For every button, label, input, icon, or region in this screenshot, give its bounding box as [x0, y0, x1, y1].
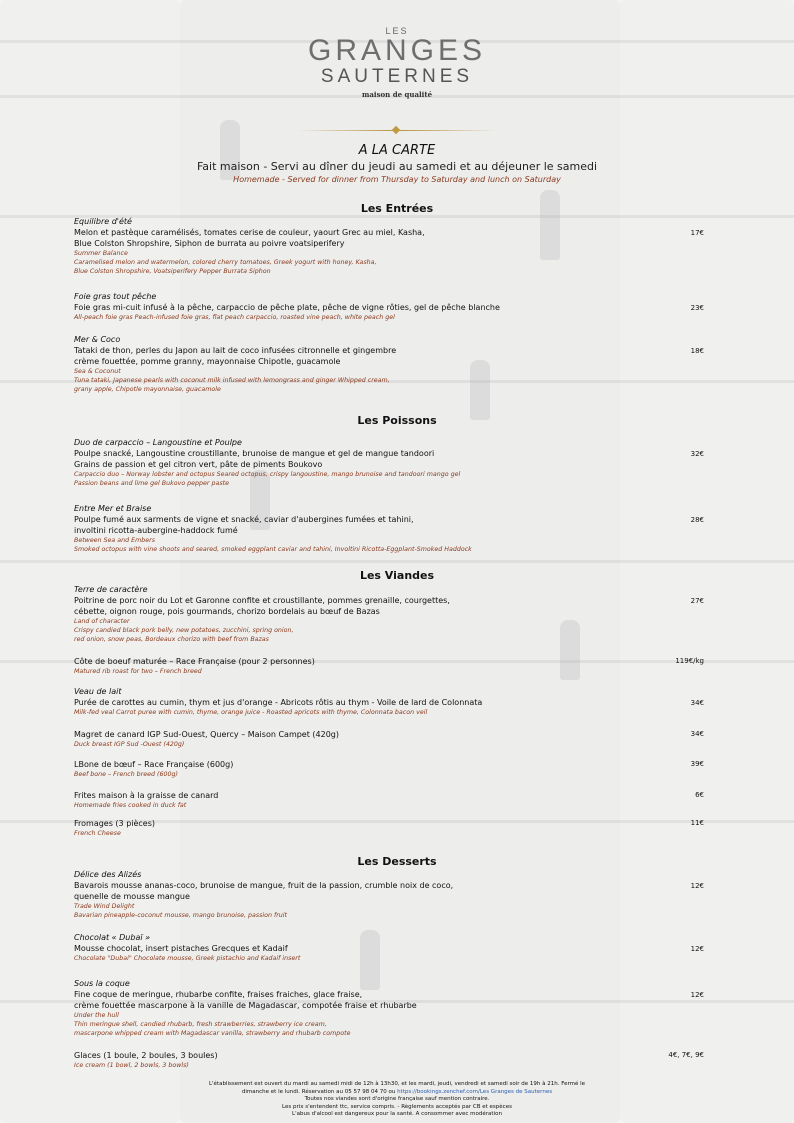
dish-description-en: mascarpone whipped cream with Magadascar vanilla, strawberry and rhubarb compote: [74, 1030, 351, 1037]
dish-description-en: Caramelised melon and watermelon, colored cherry tomatoes, Greek yogurt with honey, Kasha,: [74, 259, 377, 266]
dish-description-fr: crème fouettée mascarpone à la vanille de Magadascar, compotée fraise et rhubarbe: [74, 1001, 417, 1010]
dish-description-en: Passion beans and lime gel Bukovo pepper paste: [74, 480, 229, 487]
menu-item: [74, 291, 714, 322]
dish-price: 119€/kg: [675, 657, 704, 665]
menu-item: [74, 437, 714, 488]
dish-description-en: Beef bone – French breed (600g): [74, 771, 178, 778]
section-heading-entrees: Les Entrées: [360, 202, 434, 215]
dish-description-fr: Grains de passion et gel citron vert, pâte de piments Boukovo: [74, 460, 323, 469]
dish-description-fr: crème fouettée, pomme granny, mayonnaise Chipotle, guacamole: [74, 357, 341, 366]
dish-description-en: Matured rib roast for two – French breed: [74, 668, 202, 675]
menu-item: [74, 503, 714, 554]
dish-price: 34€: [690, 730, 704, 738]
dish-description-en: Crispy candied black pork belly, new potatoes, zucchini, spring onion,: [74, 627, 294, 634]
dish-name: Chocolat « Dubaï »: [74, 933, 151, 942]
dish-description-fr: Frites maison à la graisse de canard: [74, 791, 219, 800]
booking-link[interactable]: https://bookings.zenchef.com/Les Granges de Sauternes: [397, 1088, 553, 1095]
logo-granges: GRANGES: [307, 34, 487, 67]
dish-description-en: red onion, snow peas, Bordeaux chorizo with beef from Bazas: [74, 636, 269, 643]
section-heading-viandes: Les Viandes: [359, 569, 435, 582]
dish-description-en: Land of character: [74, 618, 130, 625]
logo-les: LES: [385, 26, 409, 36]
dish-description-en: All-peach foie gras Peach-infused foie gras, flat peach carpaccio, roasted vine peach, white peach gel: [74, 314, 395, 321]
dish-description-en: Summer Balance: [74, 250, 128, 257]
dish-description-fr: Melon et pastèque caramélisés, tomates cerise de couleur, yaourt Grec au miel, Kasha,: [74, 228, 425, 237]
menu-item: [74, 334, 714, 394]
menu-subtitle-en: Homemade - Served for dinner from Thursday to Saturday and lunch on Saturday: [233, 175, 561, 184]
dish-description-fr: Blue Colston Shropshire, Siphon de burrata au poivre voatsiperifery: [74, 239, 345, 248]
dish-name: Sous la coque: [74, 979, 130, 988]
dish-description-en: Under the hull: [74, 1012, 119, 1019]
dish-price: 11€: [690, 819, 704, 827]
dish-description-fr: involtini ricotta-aubergine-haddock fumé: [74, 526, 238, 535]
dish-price: 34€: [690, 699, 704, 707]
dish-price: 4€, 7€, 9€: [668, 1051, 704, 1059]
dish-price: 12€: [690, 991, 704, 999]
dish-description-en: Chocolate "Dubai" Chocolate mousse, Greek pistachio and Kadaif insert: [74, 955, 301, 962]
dish-description-fr: Bavarois mousse ananas-coco, brunoise de mangue, fruit de la passion, crumble noix de coco,: [74, 881, 454, 890]
dish-description-fr: quenelle de mousse mangue: [74, 892, 190, 901]
dish-description-fr: cébette, oignon rouge, pois gourmands, chorizo bordelais au bœuf de Bazas: [74, 607, 380, 616]
dish-description-fr: Poulpe snacké, Langoustine croustillante, brunoise de mangue et gel de mangue tandoori: [74, 449, 435, 458]
footer-origin: Toutes nos viandes sont d'origine française sauf mention contraire.: [304, 1096, 490, 1102]
dish-name: Equilibre d'été: [74, 217, 132, 226]
menu-item: [74, 932, 714, 963]
dish-name: Mer & Coco: [74, 335, 121, 344]
dish-price: 12€: [690, 945, 704, 953]
dish-description-fr: Magret de canard IGP Sud-Ouest, Quercy – Maison Campet (420g): [74, 730, 339, 739]
dish-description-fr: Poitrine de porc noir du Lot et Garonne confite et croustillante, pommes grenaille, courgettes,: [74, 596, 450, 605]
dish-description-en: Blue Colston Shropshire, Voatsiperifery Pepper Burrata Siphon: [74, 268, 271, 275]
footer-hours: L'établissement est ouvert du mardi au samedi midi de 12h à 13h30, et les mardi, jeudi, vendredi et samedi soir de 19h à 21h. Fermé le: [208, 1081, 586, 1087]
footer-prices: Les prix s'entendent ttc, service compris. - Règlements acceptés par CB et espèces: [282, 1103, 512, 1110]
menu-item: [74, 790, 714, 810]
dish-description-en: Smoked octopus with vine shoots and seared, smoked eggplant caviar and tahini, Involtini Ricotta-Eggplant-Smoked Haddock: [74, 546, 472, 553]
dish-description-en: Thin meringue shell, candied rhubarb, fresh strawberries, strawberry ice cream,: [74, 1021, 327, 1028]
dish-price: 23€: [690, 304, 704, 312]
dish-description-fr: Fromages (3 pièces): [74, 819, 156, 828]
restaurant-logo: [0, 26, 794, 99]
menu-item: [74, 759, 714, 779]
menu-item: [74, 978, 714, 1038]
dish-description-en: grany apple, Chipotle mayonnaise, guacamole: [74, 386, 221, 393]
dish-description-fr: Glaces (1 boule, 2 boules, 3 boules): [74, 1051, 218, 1060]
dish-name: Terre de caractère: [74, 585, 148, 594]
footer-alcohol-warning: L'abus d'alcool est dangereux pour la santé. A consommer avec modération: [292, 1111, 502, 1117]
dish-description-fr: Fine coque de meringue, rhubarbe confite, fraises fraiches, glace fraise,: [74, 990, 363, 999]
dish-name: Foie gras tout pêche: [74, 292, 157, 301]
dish-description-en: Trade Wind Delight: [74, 903, 135, 910]
dish-price: 39€: [690, 760, 704, 768]
dish-description-en: Carpaccio duo – Norway lobster and octopus Seared octopus, crispy langoustine, mango brunoise and tandoori mango gel: [74, 471, 461, 478]
dish-name: Duo de carpaccio – Langoustine et Poulpe: [74, 438, 242, 447]
menu-item: [74, 869, 714, 920]
footer-reservation: [160, 1089, 634, 1097]
section-heading-desserts: Les Desserts: [357, 855, 437, 868]
menu-item: [74, 1050, 714, 1070]
dish-name: Veau de lait: [74, 687, 122, 696]
dish-price: 12€: [690, 882, 704, 890]
menu-title: A LA CARTE: [358, 143, 436, 158]
dish-description-en: Homemade fries cooked in duck fat: [74, 802, 187, 809]
menu-subtitle-fr: Fait maison - Servi au dîner du jeudi au samedi et au déjeuner le samedi: [196, 160, 598, 173]
dish-description-fr: LBone de bœuf – Race Française (600g): [74, 760, 234, 769]
dish-description-en: Between Sea and Embers: [74, 537, 155, 544]
menu-item: [74, 686, 714, 717]
dish-description-fr: Mousse chocolat, insert pistaches Grecques et Kadaif: [74, 944, 288, 953]
dish-description-en: Milk-fed veal Carrot puree with cumin, thyme, orange juice - Roasted apricots with thyme, Colonnata bacon veil: [74, 709, 428, 716]
menu-item: [74, 216, 714, 276]
dish-description-fr: Côte de boeuf maturée – Race Française (pour 2 personnes): [74, 657, 315, 666]
dish-price: 17€: [690, 229, 704, 237]
menu-item: [74, 584, 714, 644]
section-heading-poissons: Les Poissons: [357, 414, 437, 427]
dish-description-fr: Purée de carottes au cumin, thym et jus d'orange - Abricots rôtis au thym - Voile de lard de Colonnata: [74, 698, 483, 707]
dish-description-fr: Foie gras mi-cuit infusé à la pêche, carpaccio de pêche plate, pêche de vigne rôties, gel de pêche blanche: [74, 303, 500, 312]
logo-sauternes: SAUTERNES: [320, 66, 474, 87]
dish-description-en: Duck breast IGP Sud -Ouest (420g): [74, 741, 185, 748]
dish-price: 28€: [690, 516, 704, 524]
dish-description-en: Bavarian pineapple-coconut mousse, mango brunoise, passion fruit: [74, 912, 287, 919]
dish-price: 32€: [690, 450, 704, 458]
dish-description-en: Sea & Coconut: [74, 368, 121, 375]
dish-price: 6€: [695, 791, 704, 799]
footer-info: [160, 1081, 634, 1119]
dish-price: 18€: [690, 347, 704, 355]
menu-item: [74, 656, 714, 676]
dish-description-en: Ice cream (1 bowl, 2 bowls, 3 bowls): [74, 1062, 189, 1069]
logo-tagline: maison de qualité: [361, 90, 433, 99]
dish-description-en: Tuna tataki, Japanese pearls with coconut milk infused with lemongrass and ginger Whipped cream,: [74, 377, 390, 384]
dish-description-fr: Poulpe fumé aux sarments de vigne et snacké, caviar d'aubergines fumées et tahini,: [74, 515, 414, 524]
dish-description-fr: Tataki de thon, perles du Japon au lait de coco infusées citronnelle et gingembre: [74, 346, 397, 355]
menu-item: [74, 729, 714, 749]
menu-item: [74, 818, 714, 838]
diamond-ornament-icon: [392, 126, 400, 134]
dish-name: Délice des Alizés: [74, 870, 142, 879]
footer-reservation-text: dimanche et le lundi. Réservation au 05 57 98 04 70 ou: [241, 1088, 398, 1095]
dish-price: 27€: [690, 597, 704, 605]
dish-name: Entre Mer et Braise: [74, 504, 152, 513]
dish-description-en: French Cheese: [74, 830, 121, 837]
